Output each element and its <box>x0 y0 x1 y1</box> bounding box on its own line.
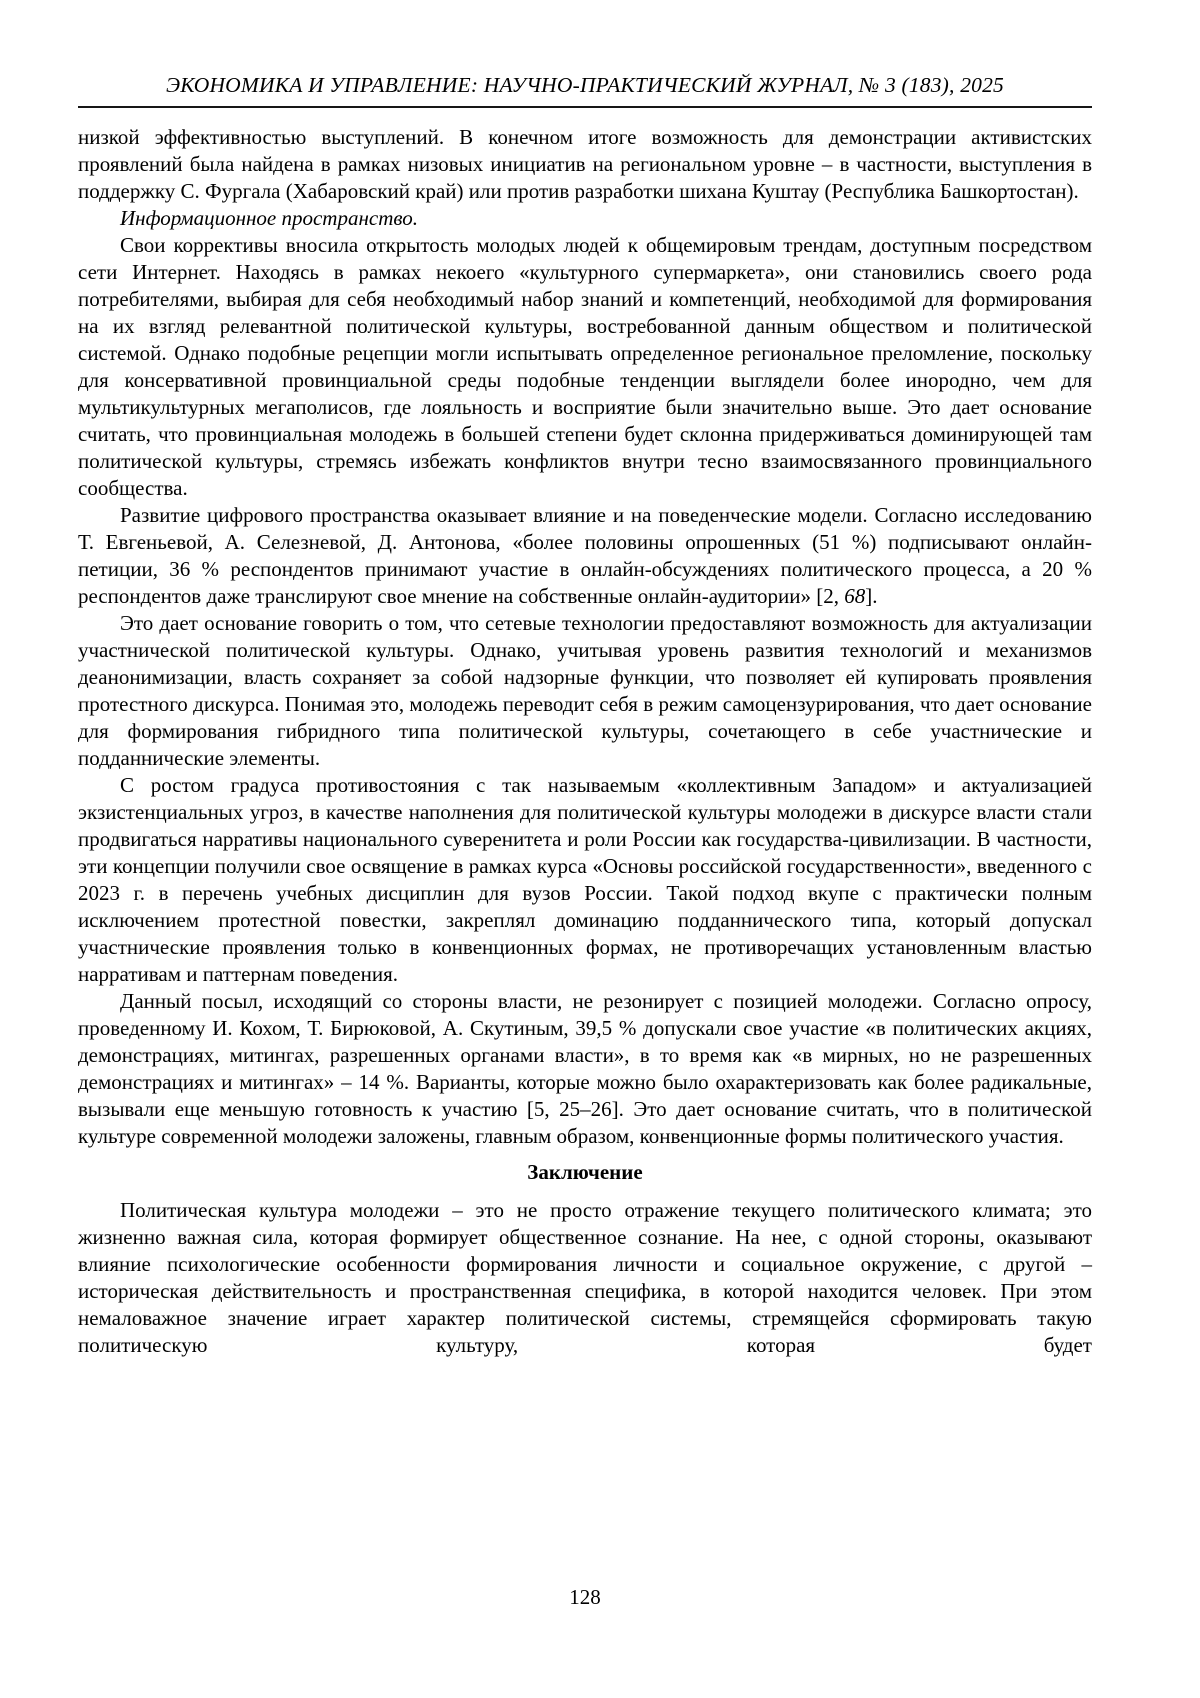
paragraph: Свои коррективы вносила открытость молодых людей к общемировым трендам, доступным посредством сети Интернет. Находясь в рамках некоего «культурного супермаркета», они становились своего рода потребителями, выбирая для себя необходимый набор знаний и компетенций, необходимой для формирования на их взгляд релевантной политической культуры, востребованной данным обществом и политической системой. Однако подобные рецепции могли испытывать определенное региональное преломление, поскольку для консервативной провинциальной среды подобные тенденции выглядели более инородно, чем для мультикультурных мегаполисов, где лояльность и восприятие были значительно выше. Это дает основание считать, что провинциальная молодежь в большей степени будет склонна придерживаться доминирующей там политической культуры, стремясь избежать конфликтов внутри тесно взаимосвязанного провинциального сообщества. <box>78 233 1092 500</box>
article-body <box>78 124 1092 1359</box>
paragraph-continuation: низкой эффективностью выступлений. В конечном итоге возможность для демонстрации активистских проявлений была найдена в рамках низовых инициатив на региональном уровне – в частности, выступления в поддержку С. Фургала (Хабаровский край) или против разработки шихана Куштау (Республика Башкортостан). <box>78 125 1092 203</box>
paragraph-text: Развитие цифрового пространства оказывает влияние и на поведенческие модели. Согласно исследованию Т. Евгеньевой, А. Селезневой, Д. Антонова, «более половины опрошенных (51 %) подписывают онлайн-петиции, 36 % респондентов принимают участие в онлайн-обсуждениях политического процесса, а 20 % респондентов даже транслируют свое мнение на собственные онлайн-аудитории» [2, <box>78 503 1092 608</box>
page-content <box>78 0 1092 1359</box>
paragraph-with-citation <box>78 502 1092 610</box>
citation-page-ref: 68 <box>844 584 866 608</box>
paragraph-text: ]. <box>865 584 878 608</box>
paragraph: Данный посыл, исходящий со стороны власти, не резонирует с позицией молодежи. Согласно опросу, проведенному И. Кохом, Т. Бирюковой, А. Скутиным, 39,5 % допускали свое участие «в политических акциях, демонстрациях, митингах, разрешенных органами власти», в то время как «в мирных, но не разрешенных демонстрациях и митингах» – 14 %. Варианты, которые можно было охарактеризовать как более радикальные, вызывали еще меньшую готовность к участию [5, 25–26]. Это дает основание считать, что в политической культуре современной молодежи заложены, главным образом, конвенционные формы политического участия. <box>78 989 1092 1148</box>
header-rule <box>78 106 1092 108</box>
paragraph: Политическая культура молодежи – это не просто отражение текущего политического климата; это жизненно важная сила, которая формирует общественное сознание. На нее, с одной стороны, оказывают влияние психологические особенности формирования личности и социальное окружение, с другой – историческая действительность и пространственная специфика, в которой находится человек. При этом немаловажное значение играет характер политической системы, стремящейся сформировать такую политическую культуру, которая будет <box>78 1198 1092 1357</box>
paragraph: Это дает основание говорить о том, что сетевые технологии предоставляют возможность для актуализации участнической политической культуры. Однако, учитывая уровень развития технологий и механизмов деанонимизации, власть сохраняет за собой надзорные функции, что позволяет ей купировать проявления протестного дискурса. Понимая это, молодежь переводит себя в режим самоцензурирования, что дает основание для формирования гибридного типа политической культуры, сочетающего в себе участнические и подданнические элементы. <box>78 611 1092 770</box>
subsection-heading-information-space: Информационное пространство. <box>120 206 418 230</box>
paragraph: С ростом градуса противостояния с так называемым «коллективным Западом» и актуализацией экзистенциальных угроз, в качестве наполнения для политической культуры молодежи в дискурсе власти стали продвигаться нарративы национального суверенитета и роли России как государства-цивилизации. В частности, эти концепции получили свое освящение в рамках курса «Основы российской государственности», введенного с 2023 г. в перечень учебных дисциплин для вузов России. Такой подход вкупе с практически полным исключением протестной повестки, закреплял доминацию подданнического типа, который допускал участнические проявления только в конвенционных формах, не противоречащих установленным властью нарративам и паттернам поведения. <box>78 773 1092 986</box>
section-heading-conclusion: Заключение <box>527 1160 643 1184</box>
journal-title: ЭКОНОМИКА И УПРАВЛЕНИЕ: НАУЧНО-ПРАКТИЧЕСКИЙ ЖУРНАЛ, № 3 (183), 2025 <box>165 73 1004 97</box>
page-number: 128 <box>569 1585 601 1609</box>
running-head <box>78 0 1092 108</box>
